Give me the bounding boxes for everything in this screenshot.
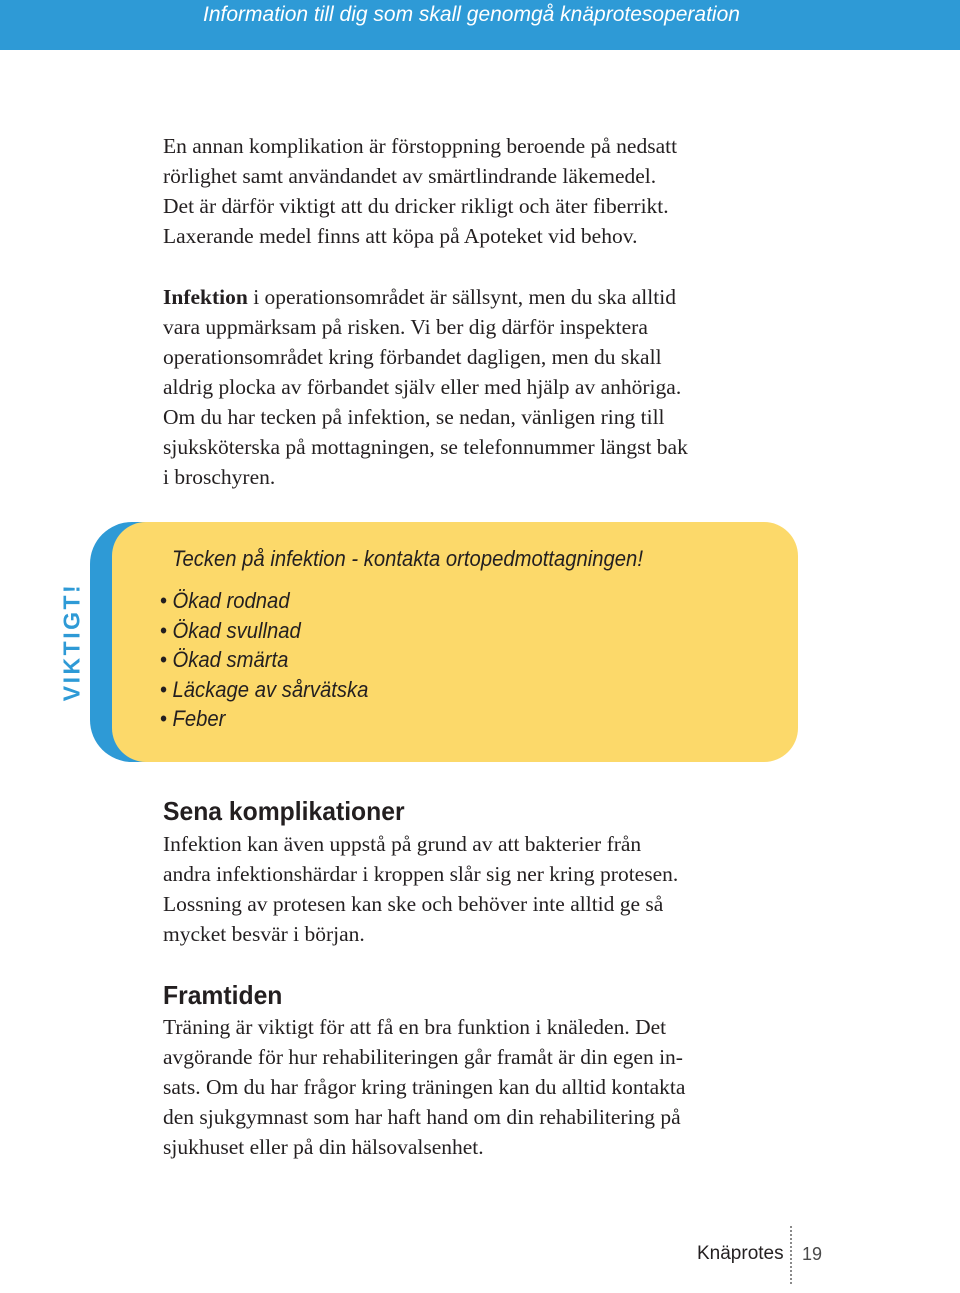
text-line: avgörande för hur rehabiliteringen går framåt är din egen in- bbox=[163, 1045, 683, 1069]
document-title: Information till dig som skall genomgå knäprotesoperation bbox=[203, 3, 740, 26]
list-item bbox=[160, 616, 368, 646]
list-item bbox=[160, 586, 368, 616]
text-line: sjuksköterska på mottagningen, se telefonnummer längst bak bbox=[163, 435, 688, 459]
list-item bbox=[160, 704, 368, 734]
infection-signs-list bbox=[160, 586, 368, 734]
header-bar bbox=[0, 0, 960, 50]
bullet-icon: • bbox=[160, 647, 168, 672]
text-line: vara uppmärksam på risken. Vi ber dig därför inspektera bbox=[163, 315, 648, 339]
text-line: i broschyren. bbox=[163, 465, 276, 489]
list-item-text: Ökad svullnad bbox=[172, 617, 301, 643]
bullet-icon: • bbox=[160, 588, 168, 613]
page-number: 19 bbox=[802, 1244, 823, 1264]
text-line: den sjukgymnast som har haft hand om din rehabilitering på bbox=[163, 1105, 681, 1129]
text-line: Lossning av protesen kan ske och behöver inte alltid ge så bbox=[163, 892, 664, 916]
text-line: Träning är viktigt för att få en bra funktion i knäleden. Det bbox=[163, 1015, 667, 1039]
paragraph-future bbox=[163, 1012, 823, 1162]
text-line: En annan komplikation är förstoppning beroende på nedsatt bbox=[163, 134, 678, 158]
list-item-text: Läckage av sårvätska bbox=[172, 676, 369, 702]
text-line: rörlighet samt användandet av smärtlindrande läkemedel. bbox=[163, 164, 657, 188]
bullet-icon: • bbox=[160, 706, 168, 731]
text-line: Laxerande medel finns att köpa på Apoteket vid behov. bbox=[163, 224, 638, 248]
footer-divider bbox=[790, 1226, 792, 1284]
text-line: sats. Om du har frågor kring träningen kan du alltid kontakta bbox=[163, 1075, 686, 1099]
text-line: aldrig plocka av förbandet själv eller med hjälp av anhöriga. bbox=[163, 375, 682, 399]
paragraph-late-complications bbox=[163, 829, 823, 949]
paragraph-infection bbox=[163, 282, 823, 492]
section-heading-late-complications: Sena komplikationer bbox=[163, 796, 405, 826]
text-line: sjukhuset eller på din hälsovalsenhet. bbox=[163, 1135, 484, 1159]
paragraph-constipation bbox=[163, 131, 823, 251]
text-line: operationsområdet kring förbandet dagligen, men du skall bbox=[163, 345, 662, 369]
bullet-icon: • bbox=[160, 676, 168, 702]
list-item bbox=[160, 645, 368, 675]
section-heading-future: Framtiden bbox=[163, 980, 283, 1010]
list-item-text: Feber bbox=[172, 706, 226, 731]
text-line: mycket besvär i början. bbox=[163, 922, 365, 946]
text-line: andra infektionshärdar i kroppen slår sig ner kring protesen. bbox=[163, 862, 679, 886]
text-line: i operationsområdet är sällsynt, men du ska alltid bbox=[247, 285, 676, 309]
infection-term: Infektion bbox=[163, 285, 248, 309]
list-item-text: Ökad rodnad bbox=[172, 588, 290, 613]
list-item bbox=[160, 675, 368, 705]
text-line: Det är därför viktigt att du dricker rikligt och äter fiberrikt. bbox=[163, 194, 669, 218]
text-line: Infektion kan även uppstå på grund av att bakterier från bbox=[163, 832, 642, 856]
callout-heading: Tecken på infektion - kontakta ortopedmottagningen! bbox=[172, 546, 643, 571]
footer-brochure-label: Knäprotes bbox=[697, 1243, 784, 1264]
list-item-text: Ökad smärta bbox=[172, 647, 289, 672]
important-label: VIKTIGT! bbox=[58, 582, 85, 702]
text-line: Om du har tecken på infektion, se nedan, vänligen ring till bbox=[163, 405, 665, 429]
bullet-icon: • bbox=[160, 617, 168, 643]
